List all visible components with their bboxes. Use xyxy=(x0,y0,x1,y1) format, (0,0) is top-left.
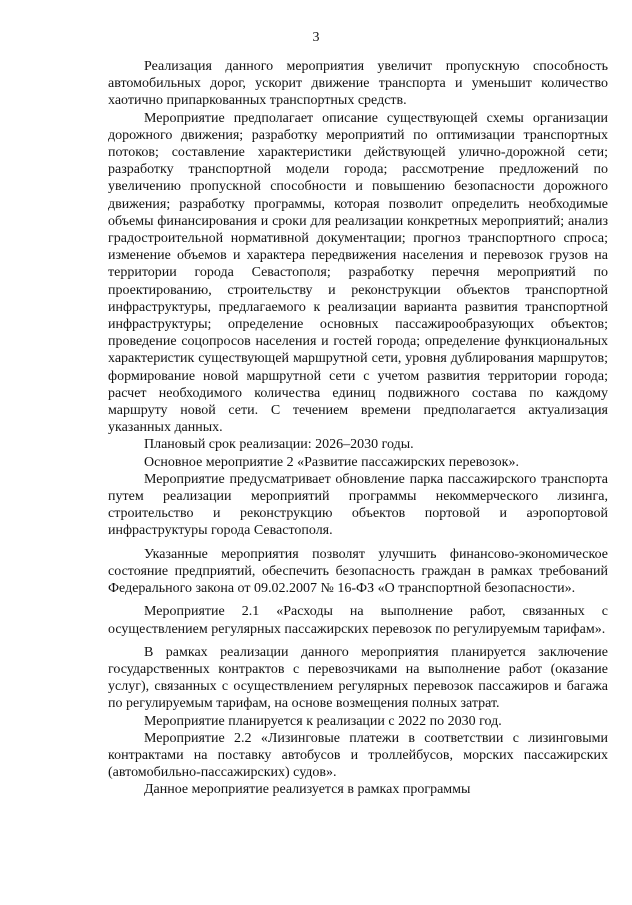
paragraph: В рамках реализации данного мероприятия планируется заключение государственных контрактов с перевозчиками на выполнение работ (оказание услуг), связанных с осуществлением регулярных перевозок пассажиров и багажа по регулируемым тарифам, на основе возмещения полных затрат. xyxy=(108,644,608,712)
page-number: 3 xyxy=(312,30,320,45)
paragraph: Реализация данного мероприятия увеличит пропускную способность автомобильных дорог, ускорит движение транспорта и уменьшит количество хаотично припаркованных транспортных средств. xyxy=(108,59,608,109)
paragraph: Мероприятие предполагает описание существующей схемы организации дорожного движения; разработку мероприятий по оптимизации транспортных потоков; составление характеристики действующей улично-дорожной сети; разработку транспортной модели города; рассмотрение предложений по увеличению пропускной способности и повышению безопасности дорожного движения; разработку программы, которая позволит определить необходимые объемы финансирования и сроки для реализации конкретных мероприятий; анализ градостроительной нормативной документации; прогноз транспортного спроса; изменение объемов и характера передвижения населения и перевозок грузов на территории города Севастополя; разработку перечня мероприятий по проектированию, строительству и реконструкции объектов транспортной инфраструктуры, предлагаемого к реализации варианта развития транспортной инфраструктуры; определение основных пассажирообразующих объектов; проведение соцопросов населения и гостей города; определение функциональных характеристик существующей маршрутной сети, уровня дублирования маршрутов; формирование новой маршрутной сети с учетом развития территории города; расчет необходимого количества единиц подвижного состава по каждому маршруту новой сети. С течением времени предполагается актуализация указанных данных. xyxy=(108,110,608,436)
paragraph: Мероприятие 2.1 «Расходы на выполнение работ, связанных с осуществлением регулярных пассажирских перевозок по регулируемым тарифам». xyxy=(108,604,608,637)
paragraph: Мероприятие предусматривает обновление парка пассажирского транспорта путем реализации мероприятий программы некоммерческого лизинга, строительство и реконструкцию объектов портовой и аэропортовой инфраструктуры города Севастополя. xyxy=(108,471,608,539)
paragraph: Указанные мероприятия позволят улучшить финансово-экономическое состояние предприятий, обеспечить безопасность граждан в рамках требований Федерального закона от 09.02.2007 № 16-ФЗ «О транспортной безопасности». xyxy=(108,546,608,597)
paragraph: Основное мероприятие 2 «Развитие пассажирских перевозок». xyxy=(144,454,519,470)
paragraph: Данное мероприятие реализуется в рамках программы xyxy=(144,782,471,798)
paragraph: Мероприятие 2.2 «Лизинговые платежи в соответствии с лизинговыми контрактами на поставку автобусов и троллейбусов, морских пассажирских (автомобильно-пассажирских) судов». xyxy=(108,730,608,781)
paragraph: Плановый срок реализации: 2026–2030 годы. xyxy=(144,437,414,453)
paragraph: Мероприятие планируется к реализации с 2022 по 2030 год. xyxy=(144,713,502,729)
body-text xyxy=(108,58,608,799)
